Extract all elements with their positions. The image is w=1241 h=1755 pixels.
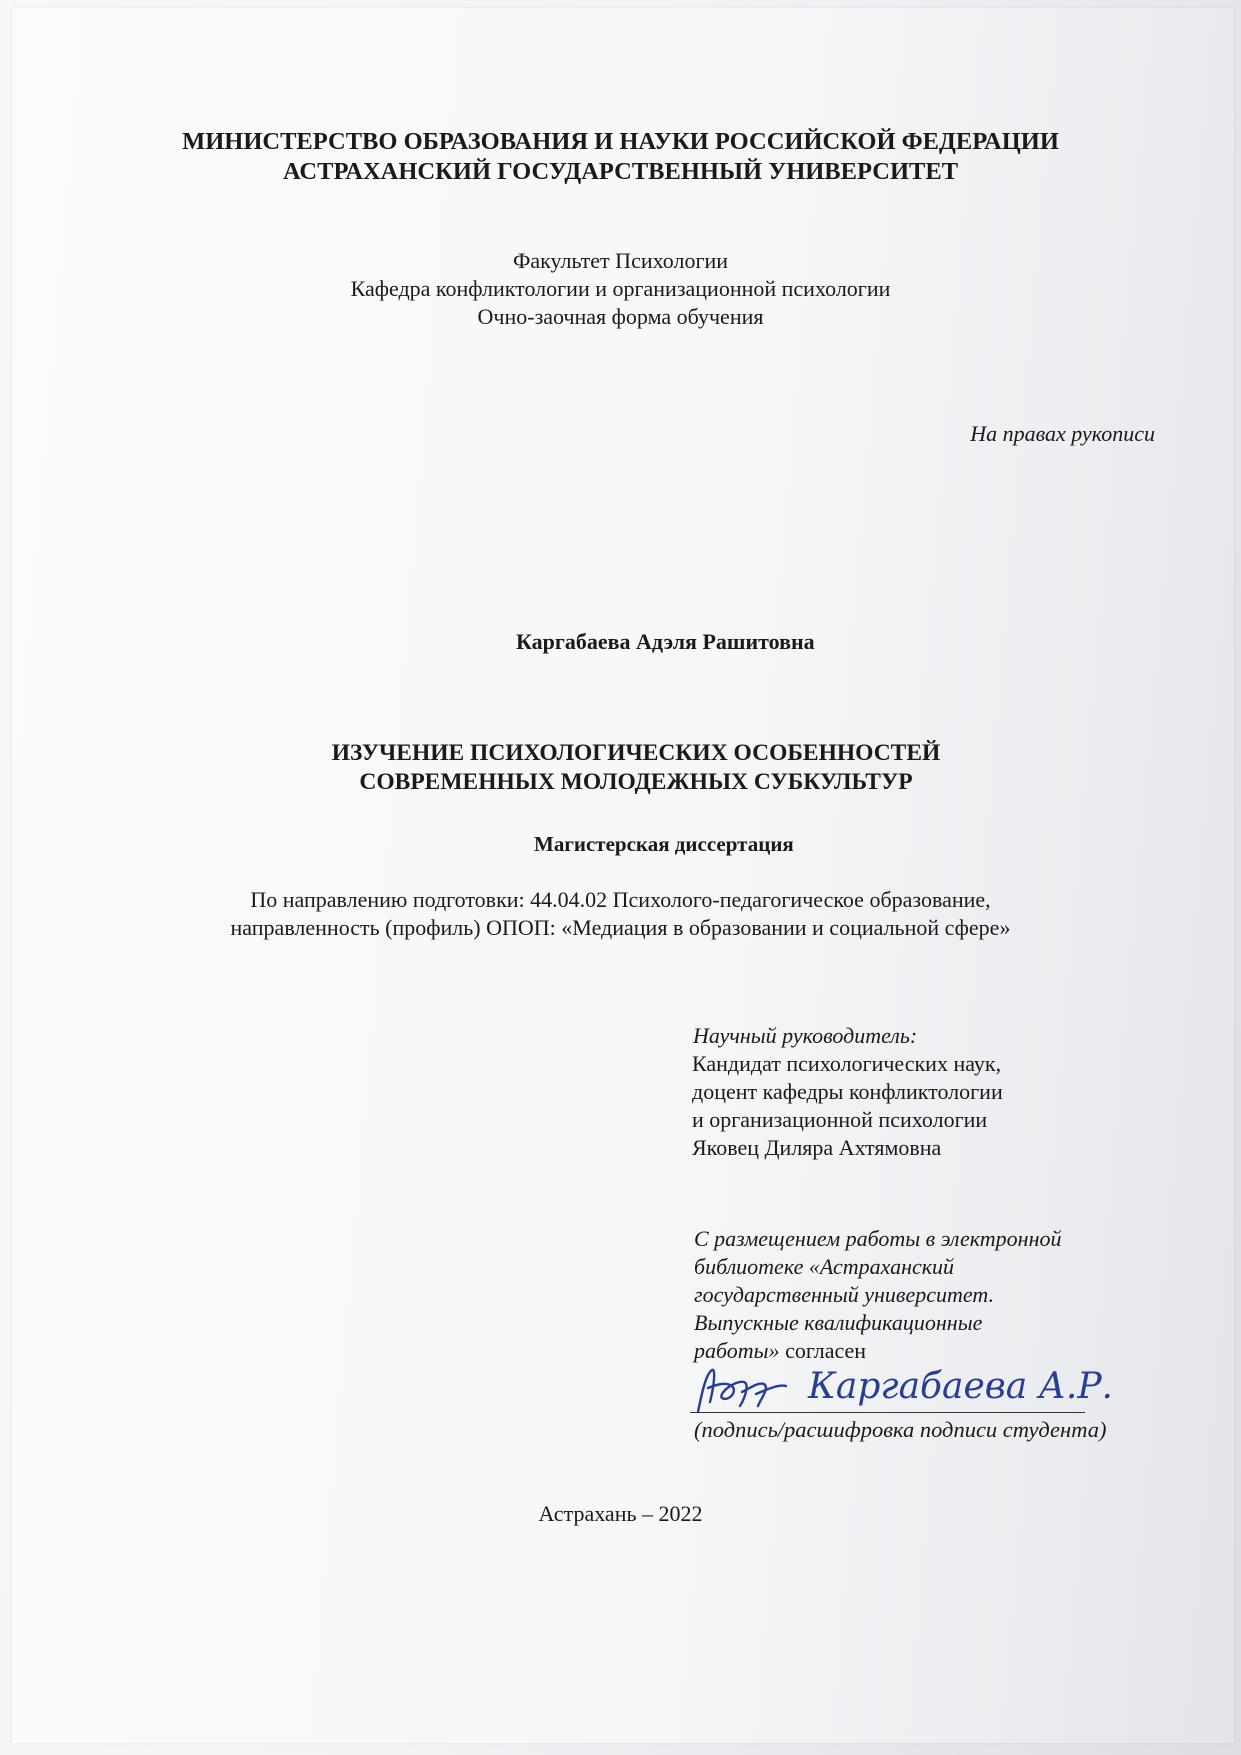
consent-line3: государственный университет. [694, 1282, 994, 1307]
supervisor-degree: Кандидат психологических наук, [692, 1051, 1002, 1076]
direction-line1: По направлению подготовки: 44.04.02 Психолого-педагогическое образование, [250, 887, 991, 912]
author-name: Каргабаева Адэля Рашитовна [516, 629, 815, 654]
consent-line4: Выпускные квалификационные [694, 1310, 983, 1335]
supervisor-position: доцент кафедры конфликтологии [692, 1079, 1003, 1104]
department-name: Кафедра конфликтологии и организационной психологии [350, 276, 891, 301]
work-type: Магистерская диссертация [534, 832, 794, 856]
handwritten-name: Каргабаева А.Р. [808, 1366, 1113, 1407]
supervisor-label: Научный руководитель: [693, 1023, 918, 1048]
supervisor-name: Яковец Диляра Ахтямовна [692, 1135, 942, 1160]
signature-caption: (подпись/расшифровка подписи студента) [694, 1417, 1107, 1442]
consent-agreed-word: согласен [779, 1338, 867, 1363]
consent-line1: С размещением работы в электронной [694, 1226, 1062, 1251]
thesis-title-line1: ИЗУЧЕНИЕ ПСИХОЛОГИЧЕСКИХ ОСОБЕННОСТЕЙ [331, 740, 941, 766]
direction-line2: направленность (профиль) ОПОП: «Медиация в образовании и социальной сфере» [230, 915, 1011, 940]
city-year: Астрахань – 2022 [538, 1501, 703, 1526]
consent-line5 [694, 1337, 866, 1365]
faculty-name: Факультет Психологии [512, 248, 729, 273]
thesis-title-line2: СОВРЕМЕННЫХ МОЛОДЕЖНЫХ СУБКУЛЬТУР [359, 769, 913, 795]
signature-line [690, 1412, 1085, 1413]
consent-works-word: работы» [694, 1338, 780, 1363]
consent-line2: библиотеке «Астраханский [694, 1254, 955, 1279]
university-heading: АСТРАХАНСКИЙ ГОСУДАРСТВЕННЫЙ УНИВЕРСИТЕТ [282, 158, 959, 185]
supervisor-department: и организационной психологии [692, 1107, 988, 1132]
study-form: Очно-заочная форма обучения [477, 304, 764, 329]
manuscript-note: На правах рукописи [970, 421, 1155, 446]
signature-scribble [688, 1362, 808, 1422]
ministry-heading: МИНИСТЕРСТВО ОБРАЗОВАНИЯ И НАУКИ РОССИЙСКОЙ ФЕДЕРАЦИИ [182, 128, 1059, 155]
